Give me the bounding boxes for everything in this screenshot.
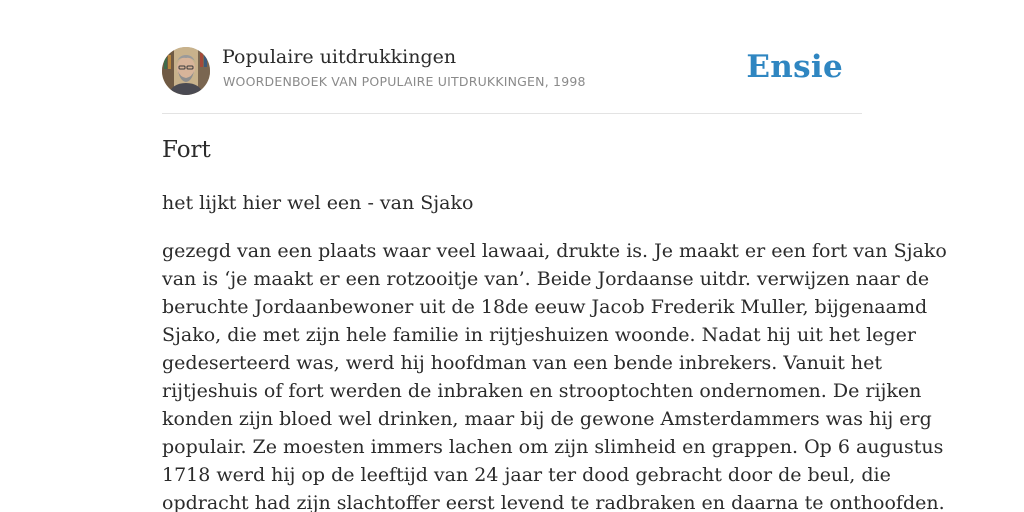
source-subtitle: WOORDENBOEK VAN POPULAIRE UITDRUKKINGEN, 1998 <box>223 74 586 89</box>
author-avatar[interactable] <box>162 47 210 95</box>
definition-line: van is ‘je maakt er een rotzooitje van’. Beide Jordaanse uitdr. verwijzen naar de <box>162 268 930 290</box>
author-portrait-icon <box>162 47 210 95</box>
definition-line: konden zijn bloed wel drinken, maar bij de gewone Amsterdammers was hij erg <box>162 408 932 430</box>
entry-title: Fort <box>162 137 211 163</box>
entry-phrase: het lijkt hier wel een - van Sjako <box>162 192 474 214</box>
entry-definition <box>162 237 947 512</box>
definition-line: beruchte Jordaanbewoner uit de 18de eeuw Jacob Frederik Muller, bijgenaamd <box>162 296 928 318</box>
definition-line: opdracht had zijn slachtoffer eerst levend te radbraken en daarna te onthoofden. <box>162 492 945 512</box>
definition-line: rijtjeshuis of fort werden de inbraken en strooptochten ondernomen. De rijken <box>162 380 922 402</box>
definition-line: populair. Ze moesten immers lachen om zijn slimheid en grappen. Op 6 augustus <box>162 436 944 458</box>
definition-line: gedeserteerd was, werd hij hoofdman van een bende inbrekers. Vanuit het <box>162 352 882 374</box>
source-title[interactable]: Populaire uitdrukkingen <box>222 46 457 68</box>
ensie-logo[interactable]: Ensie <box>746 49 843 85</box>
header-divider <box>162 113 862 114</box>
entry-header <box>162 46 862 96</box>
definition-line: gezegd van een plaats waar veel lawaai, drukte is. Je maakt er een fort van Sjako <box>162 240 947 262</box>
definition-line: Sjako, die met zijn hele familie in rijtjeshuizen woonde. Nadat hij uit het leger <box>162 324 916 346</box>
definition-line: 1718 werd hij op de leeftijd van 24 jaar ter dood gebracht door de beul, die <box>162 464 891 486</box>
